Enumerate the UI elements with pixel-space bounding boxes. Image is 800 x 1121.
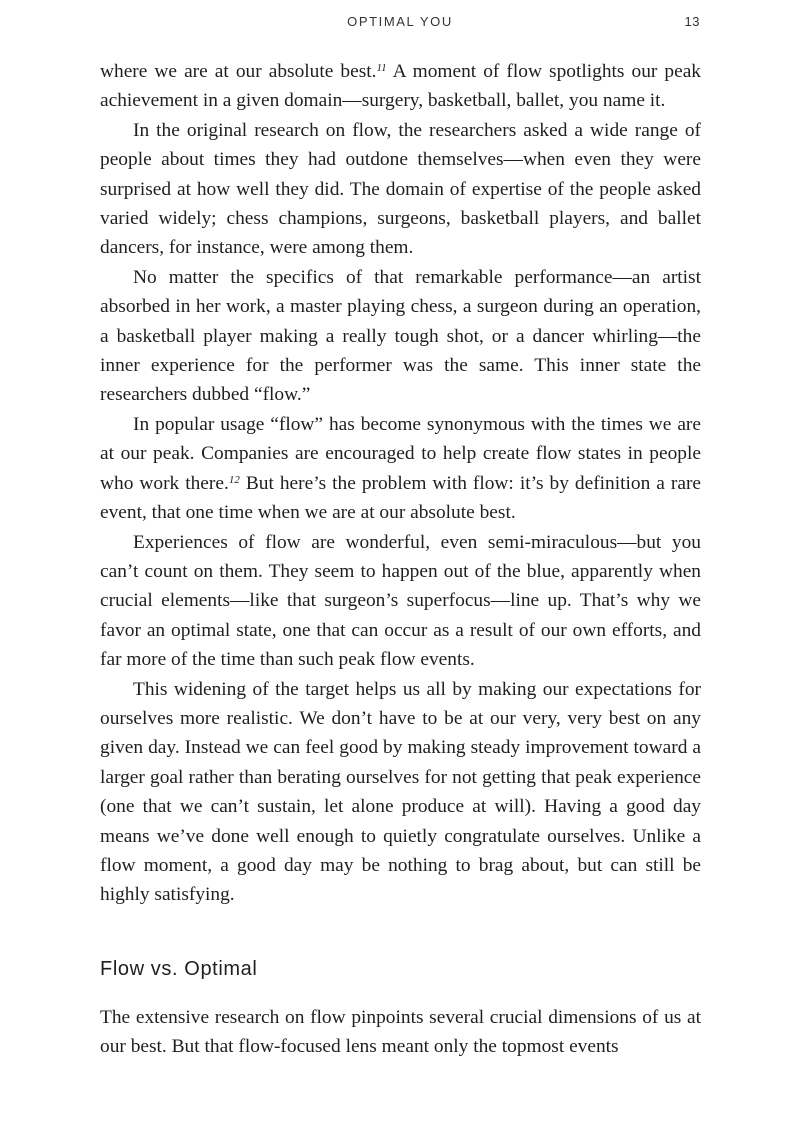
page-number: 13 xyxy=(684,14,700,29)
running-title: OPTIMAL YOU xyxy=(347,14,453,29)
body-text xyxy=(100,57,701,910)
section-paragraph: The extensive research on flow pinpoints several crucial dimensions of us at our best. But that flow-focused lens meant only the topmost events xyxy=(100,1007,701,1058)
paragraph-text: In the original research on flow, the researchers asked a wide range of people about times they had outdone themselves—when even they were surprised at how well they did. The domain of expertise of the people asked varied widely; chess champions, surgeons, basketball players, and ballet dancers, for instance, were among them. xyxy=(100,119,701,259)
paragraph-2 xyxy=(100,116,701,263)
paragraph-4 xyxy=(100,410,701,528)
paragraph-text: Experiences of flow are wonderful, even semi-miraculous—but you can’t count on them. They seem to happen out of the blue, apparently when crucial elements—like that surgeon’s superfocus—line up. That’s why we favor an optimal state, one that can occur as a result of our own efforts, and far more of the time than such peak flow events. xyxy=(100,531,701,671)
footnote-marker-12[interactable]: 12 xyxy=(228,473,240,486)
paragraph-6 xyxy=(100,675,701,910)
paragraph-text: But here’s the problem with flow: it’s by definition a rare event, that one time when we are at our absolute best. xyxy=(100,472,702,524)
section-body xyxy=(100,1003,701,1062)
paragraph-text: In popular usage “flow” has become synonymous with the times we are at our peak. Companies are encouraged to help create flow states in people who work there. xyxy=(100,413,701,494)
running-head xyxy=(100,14,700,36)
paragraph-text: A moment of flow spotlights our peak achievement in a given domain—surgery, basketball, ballet, you name it. xyxy=(100,61,701,112)
section-heading: Flow vs. Optimal xyxy=(100,958,258,980)
paragraph-text: where we are at our absolute best. xyxy=(100,61,377,82)
paragraph-3 xyxy=(100,263,701,410)
paragraph-text: No matter the specifics of that remarkable performance—an artist absorbed in her work, a master playing chess, a surgeon during an operation, a basketball player making a really tough shot, or a dancer whirling—the inner experience for the performer was the same. This inner state the researchers dubbed “flow.” xyxy=(100,266,701,406)
footnote-marker-11[interactable]: 11 xyxy=(376,62,387,74)
paragraph-5 xyxy=(100,528,701,675)
paragraph-text: This widening of the target helps us all by making our expectations for ourselves more realistic. We don’t have to be at our very, very best on any given day. Instead we can feel good by making steady improvement toward a larger goal rather than berating ourselves for not getting that peak experience (one that we can’t sustain, let alone produce at will). Having a good day means we’ve done well enough to quietly congratulate ourselves. Unlike a flow moment, a good day may be nothing to brag about, but can still be highly satisfying. xyxy=(100,678,701,906)
paragraph-1 xyxy=(100,57,701,116)
